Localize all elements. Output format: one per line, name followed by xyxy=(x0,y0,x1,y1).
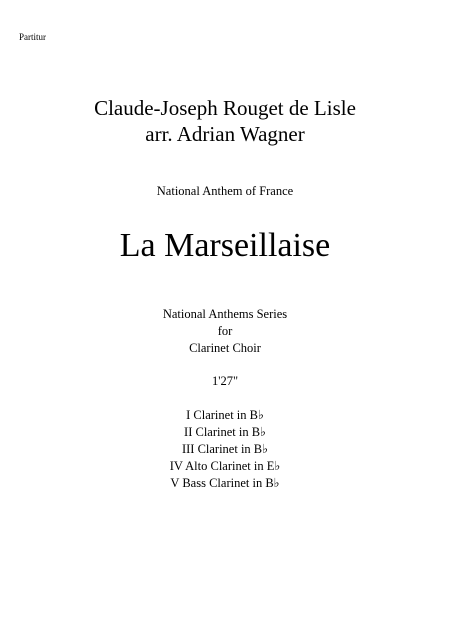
arranger-name: arr. Adrian Wagner xyxy=(145,122,305,146)
instrument-item: IV Alto Clarinet in E♭ xyxy=(169,459,281,473)
instrument-item: III Clarinet in B♭ xyxy=(181,442,269,456)
series-name: National Anthems Series xyxy=(162,307,288,321)
instrument-item: I Clarinet in B♭ xyxy=(186,408,264,422)
instrument-list xyxy=(0,407,450,492)
series-for-label: for xyxy=(217,324,233,338)
ensemble-name: Clarinet Choir xyxy=(189,341,261,355)
instrument-item: II Clarinet in B♭ xyxy=(184,425,266,439)
instrument-item: V Bass Clarinet in B♭ xyxy=(170,476,280,490)
duration-label: 1'27" xyxy=(211,374,239,388)
score-type-label: Partitur xyxy=(19,32,46,42)
piece-title: La Marseillaise xyxy=(119,227,331,264)
piece-subtitle: National Anthem of France xyxy=(156,184,294,198)
composer-name: Claude-Joseph Rouget de Lisle xyxy=(94,96,356,120)
